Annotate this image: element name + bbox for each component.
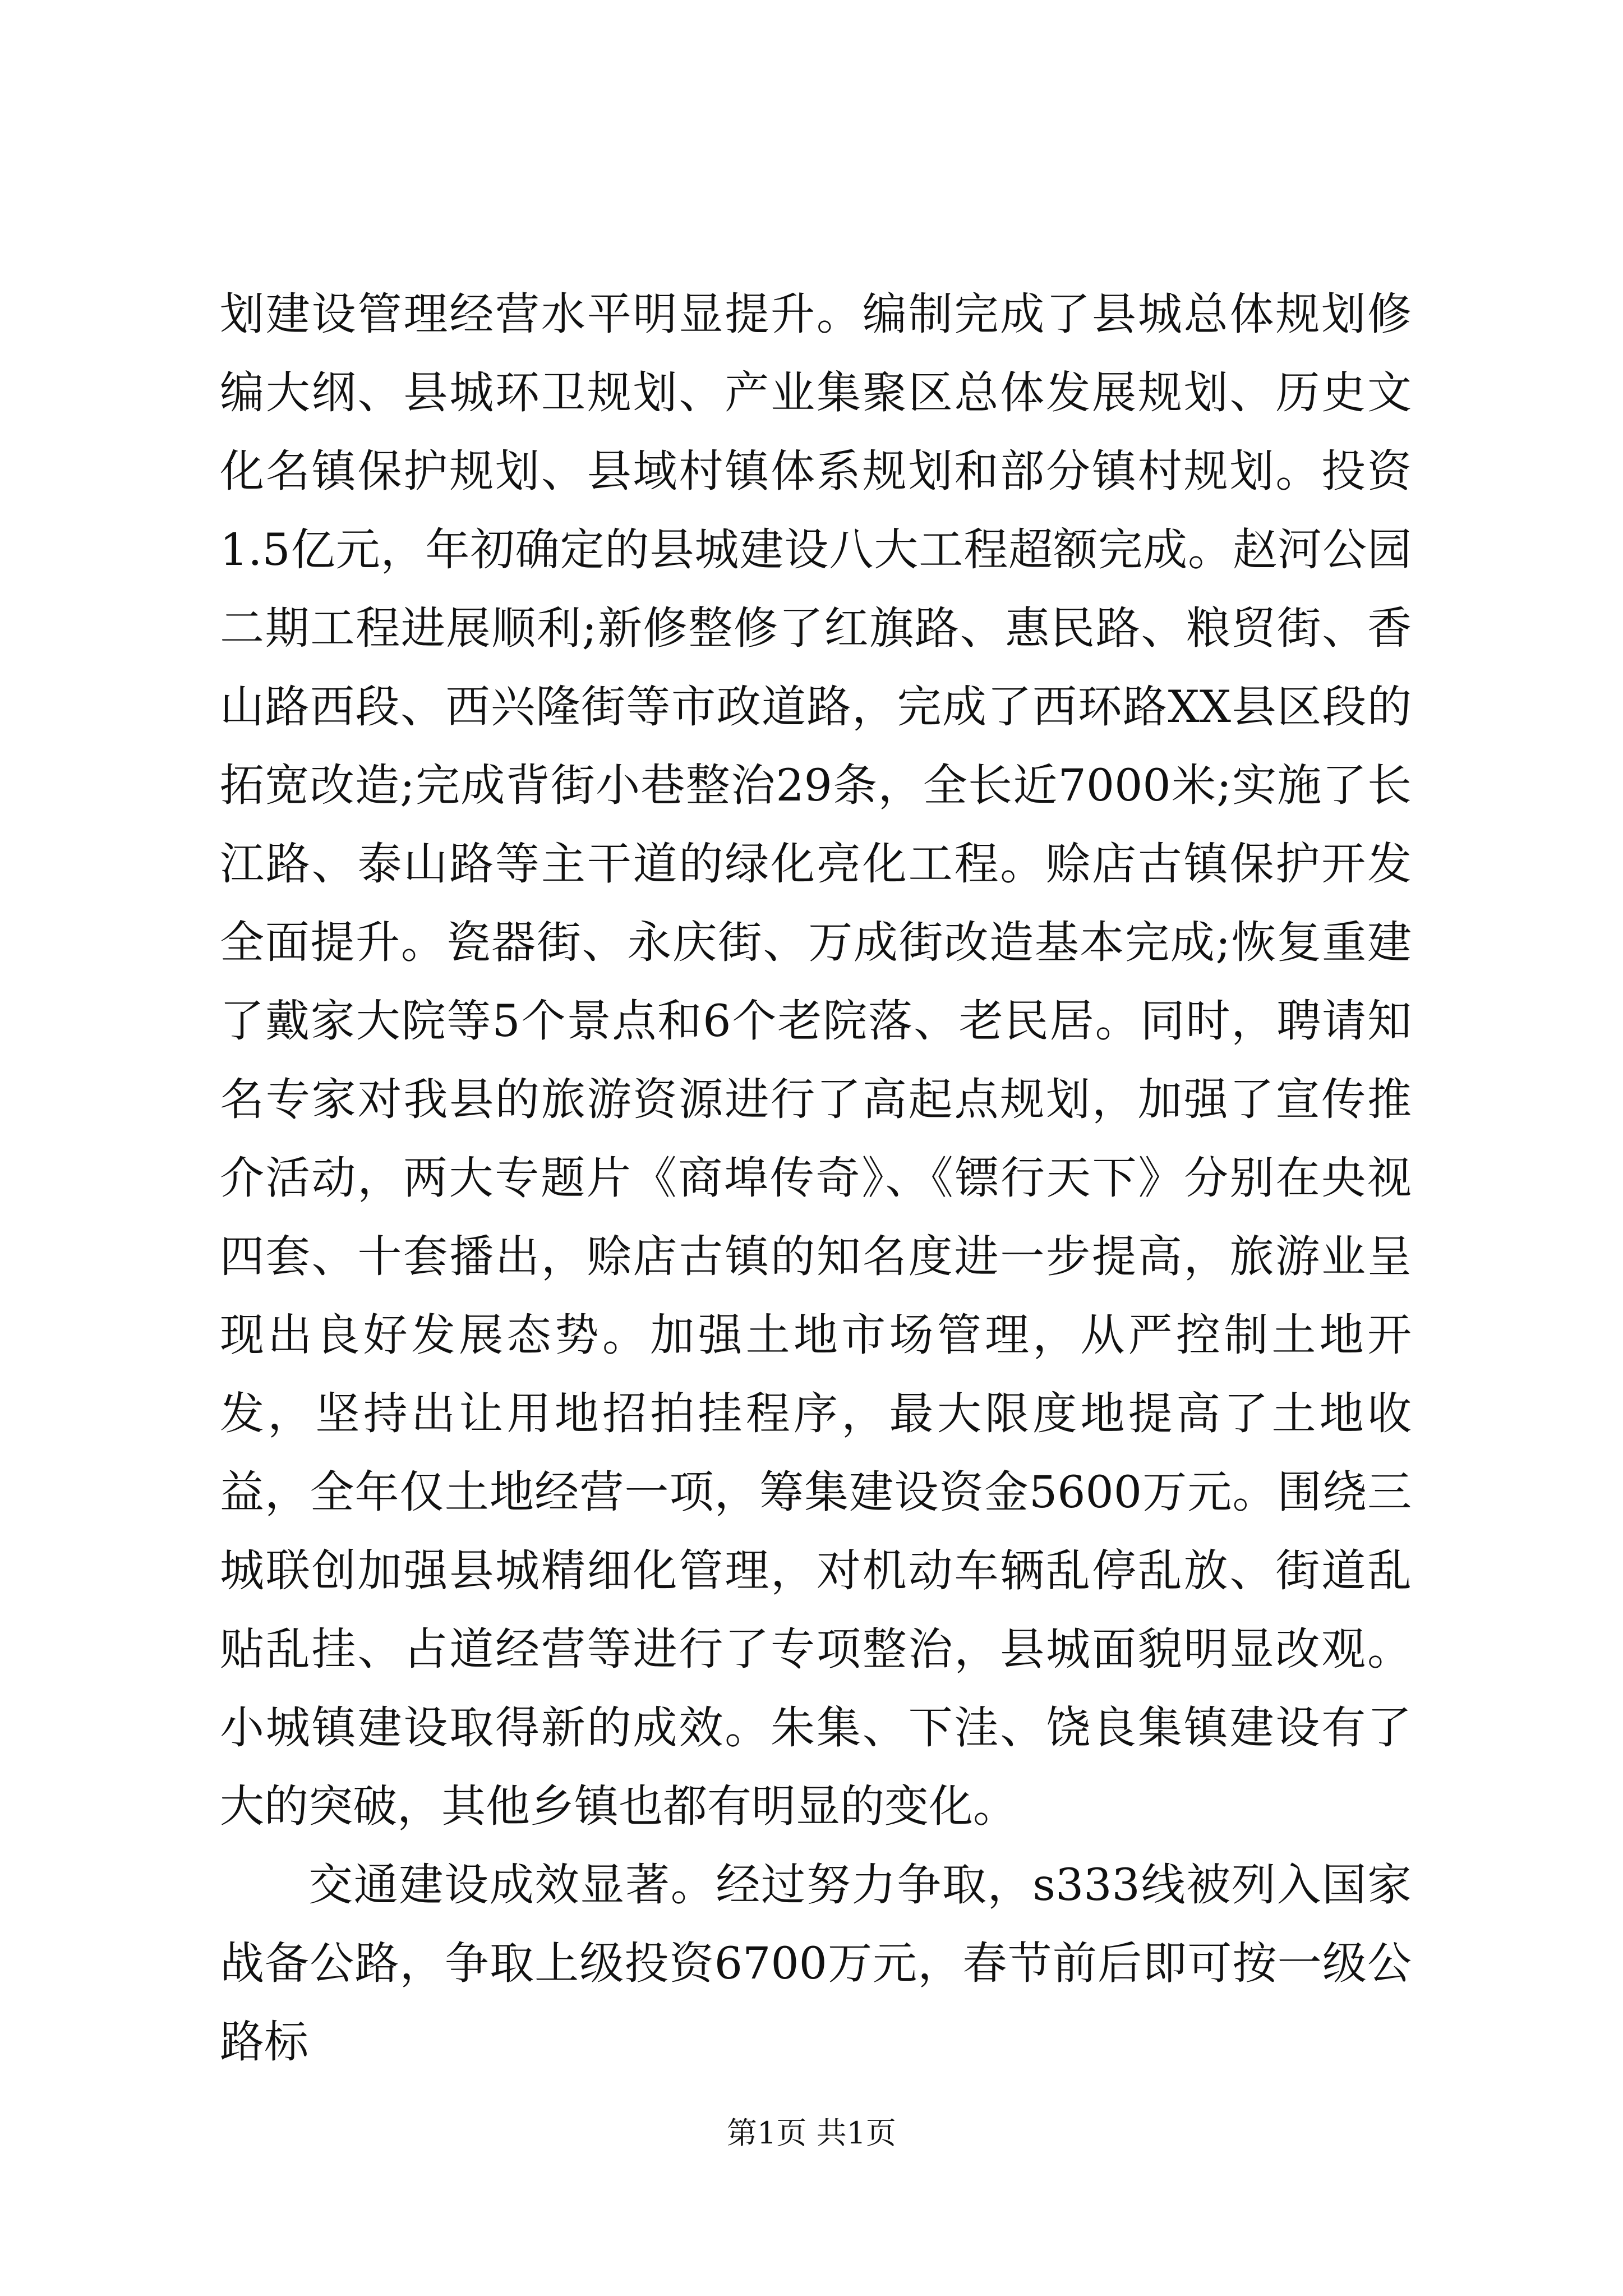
paragraph-2: 交通建设成效显著。经过努力争取，s333线被列入国家战备公路，争取上级投资6700万元，春节前后即可按一级公路标 xyxy=(220,1859,1412,2068)
document-body xyxy=(220,275,1412,2081)
page-footer: 第1页 共1页 xyxy=(727,2115,896,2151)
paragraph-1: 划建设管理经营水平明显提升。编制完成了县城总体规划修编大纲、县城环卫规划、产业集聚区总体发展规划、历史文化名镇保护规划、县域村镇体系规划和部分镇村规划。投资1.5亿元，年初确定的县城建设八大工程超额完成。赵河公园二期工程进展顺利;新修整修了红旗路、惠民路、粮贸街、香山路西段、西兴隆街等市政道路，完成了西环路XX县区段的拓宽改造;完成背街小巷整治29条，全长近7000米;实施了长江路、泰山路等主干道的绿化亮化工程。赊店古镇保护开发全面提升。瓷器街、永庆街、万成街改造基本完成;恢复重建了戴家大院等5个景点和6个老院落、老民居。同时，聘请知名专家对我县的旅游资源进行了高起点规划，加强了宣传推介活动，两大专题片《商埠传奇》、《镖行天下》分别在央视四套、十套播出，赊店古镇的知名度进一步提高，旅游业呈现出良好发展态势。加强土地市场管理，从严控制土地开发，坚持出让用地招拍挂程序，最大限度地提高了土地收益，全年仅土地经营一项，筹集建设资金5600万元。围绕三城联创加强县城精细化管理，对机动车辆乱停乱放、街道乱贴乱挂、占道经营等进行了专项整治，县城面貌明显改观。小城镇建设取得新的成效。朱集、下洼、饶良集镇建设有了大的突破，其他乡镇也都有明显的变化。 xyxy=(220,288,1412,1832)
